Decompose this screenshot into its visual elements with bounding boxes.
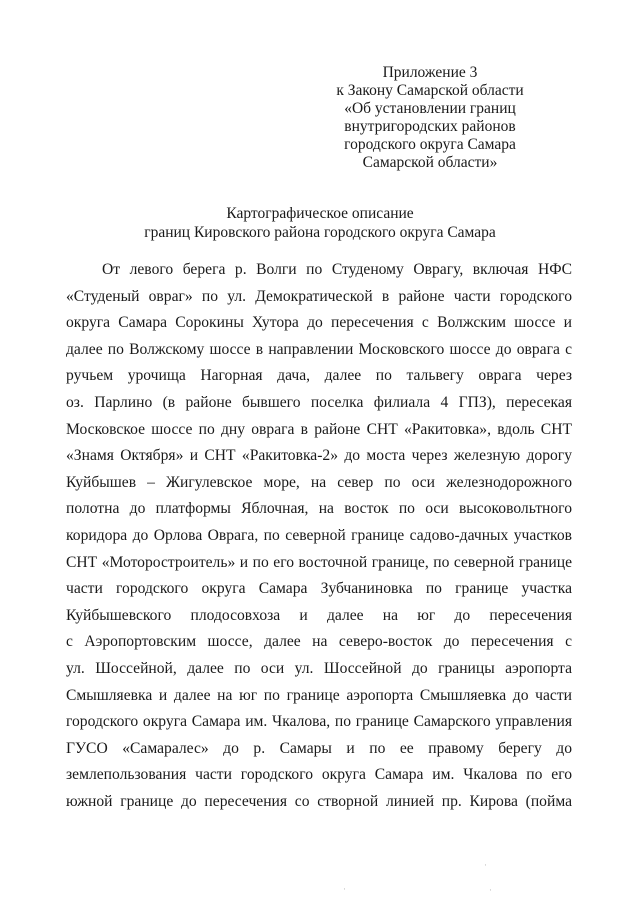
body-line: ул. Шоссейной, далее по оси ул. Шоссейной до границы аэропорта	[66, 659, 572, 677]
body-line: с Аэропортовским шоссе, далее на северо-восток до пересечения с	[66, 633, 572, 651]
body-line: землепользования части городского округа Самара им. Чкалова по его	[66, 766, 572, 784]
appendix-line: городского округа Самара	[344, 136, 516, 153]
body-line: ручьем урочища Нагорная дача, далее по тальвегу оврага через	[66, 367, 572, 385]
body-line: «Знамя Октября» и СНТ «Ракитовка-2» до моста через железную дорогу	[66, 447, 572, 465]
scan-speck: ·	[484, 860, 487, 870]
appendix-line: Самарской области»	[362, 154, 498, 171]
body-line: Куйбышев – Жигулевское море, на север по оси железнодорожного	[66, 473, 572, 491]
body-line: полотна до платформы Яблочная, на восток по оси высоковольтного	[66, 500, 572, 518]
body-line: коридора до Орлова Оврага, по северной границе садово-дачных участков	[66, 526, 572, 544]
body-line: ГУСО «Самаралес» до р. Самары и по ее правому берегу до	[66, 739, 572, 757]
appendix-line: Приложение 3	[382, 64, 478, 81]
document-title	[60, 205, 580, 242]
scan-speck: ·	[343, 884, 346, 894]
body-line: оз. Парлино (в районе бывшего поселка филиала 4 ГПЗ), пересекая	[66, 393, 572, 411]
appendix-line: «Об установлении границ	[344, 100, 516, 117]
body-line: Куйбышевского плодосовхоза и далее на юг до пересечения	[66, 606, 572, 624]
appendix-line: к Закону Самарской области	[336, 82, 524, 99]
body-line: Московское шоссе по дну оврага в районе СНТ «Ракитовка», вдоль СНТ	[66, 420, 572, 438]
scan-speck: ·	[489, 885, 492, 895]
body-line: «Студеный овраг» по ул. Демократической в районе части городского	[66, 287, 572, 305]
body-line: округа Самара Сорокины Хутора до пересечения с Волжским шоссе и	[66, 314, 572, 332]
body-line: СНТ «Моторостроитель» и по его восточной границе, по северной границе	[66, 553, 572, 571]
body-line: далее по Волжскому шоссе в направлении Московского шоссе до оврага с	[66, 340, 572, 358]
body-line: От левого берега р. Волги по Студеному Оврагу, включая НФС	[102, 261, 572, 278]
appendix-header	[300, 64, 560, 172]
body-paragraph	[66, 257, 572, 815]
title-line-1: Картографическое описание	[226, 205, 414, 222]
body-line: части городского округа Самара Зубчаниновка по границе участка	[66, 580, 572, 598]
title-line-2: границ Кировского района городского округа Самара	[144, 223, 496, 241]
body-line: Смышляевка и далее на юг по границе аэропорта Смышляевка до части	[66, 686, 572, 704]
body-line: городского округа Самара им. Чкалова, по границе Самарского управления	[66, 713, 572, 731]
appendix-line: внутригородских районов	[344, 118, 516, 135]
body-line: южной границе до пересечения со створной линией пр. Кирова (пойма	[66, 792, 572, 810]
